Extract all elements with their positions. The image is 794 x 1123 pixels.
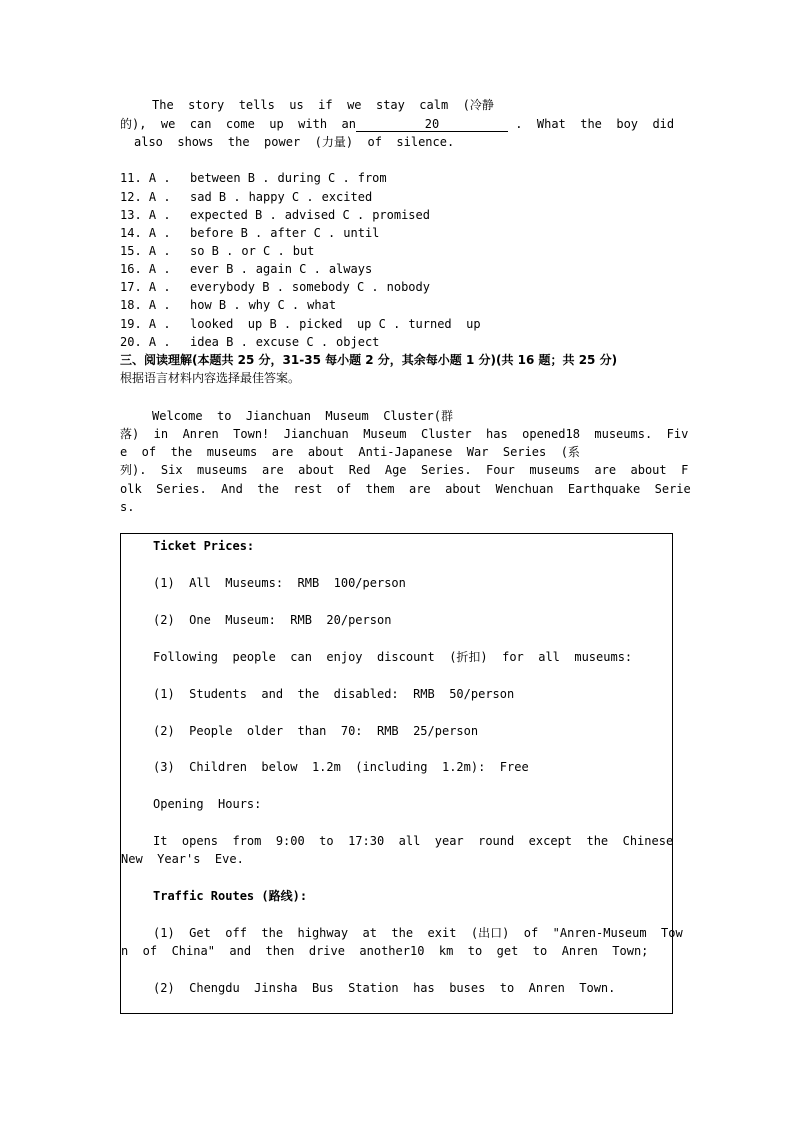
option-b: or C . [241,244,285,258]
option-c: but [292,244,315,258]
option-row [120,280,438,294]
option-a: before B . [190,226,263,240]
opening-hours-title: Opening Hours: [153,797,262,811]
passage-line-1: The story tells us if we stay calm (冷静 [152,98,494,112]
option-a: everybody B . [190,280,284,294]
route-1-line-1: (1) Get off the highway at the exit (出口) of "Anren-Museum Tow [153,926,683,940]
option-number: 11. A . [120,171,171,185]
traffic-routes-title: Traffic Routes (路线): [153,889,308,903]
option-b: advised C . [284,208,365,222]
blank-20: 20 [356,117,508,132]
intro-line-4: 列). Six museums are about Red Age Series. Four museums are about F [120,463,689,477]
option-c: always [328,262,373,276]
option-b: again C . [255,262,321,276]
option-c: promised [372,208,430,222]
option-b: somebody C . [291,280,379,294]
option-a: ever B . [190,262,248,276]
option-b: why C . [248,298,300,312]
option-b: picked up C . [299,317,401,331]
option-number: 14. A . [120,226,171,240]
opening-hours-line-1: It opens from 9:00 to 17:30 all year round except the Chinese [153,834,674,848]
option-a: idea B . [190,335,248,349]
option-number: 15. A . [120,244,171,258]
option-b: during C . [277,171,350,185]
passage-line-3: also shows the power (力量) of silence. [134,135,455,149]
option-c: object [336,335,380,349]
option-c: excited [321,190,373,204]
ticket-prices-title: Ticket Prices: [153,539,255,553]
section-3-heading: 三、阅读理解(本题共 25 分，31-35 每小题 2 分，其余每小题 1 分)(共 16 题；共 25 分) [120,353,618,367]
option-c: nobody [386,280,430,294]
ticket-info-box [120,533,683,1014]
intro-line-5: olk Series. And the rest of them are about Wenchuan Earthquake Serie [120,482,691,496]
option-row [120,244,322,258]
passage-line-2-post: . What the boy did [507,117,675,131]
option-a: looked up B . [190,317,292,331]
option-number: 17. A . [120,280,171,294]
option-a: so B . [190,244,234,258]
option-number: 12. A . [120,190,171,204]
option-number: 18. A . [120,298,171,312]
option-b: after C . [270,226,336,240]
option-row [120,262,380,276]
price-one-museum: (2) One Museum: RMB 20/person [153,613,392,627]
option-b: happy C . [248,190,314,204]
discount-children: (3) Children below 1.2m (including 1.2m): Free [153,760,529,774]
route-1-line-2: n of China" and then drive another10 km to get to Anren Town; [121,944,649,958]
option-c: until [343,226,380,240]
intro-line-6: s. [120,500,135,514]
option-row [120,208,438,222]
option-row [120,317,489,331]
option-row [120,226,387,240]
option-number: 20. A . [120,335,171,349]
option-row [120,171,395,185]
option-row [120,335,387,349]
option-row [120,298,344,312]
intro-line-2: 落) in Anren Town! Jianchuan Museum Cluster has opened18 museums. Fiv [120,427,689,441]
option-c: what [307,298,337,312]
option-c: from [357,171,387,185]
route-2: (2) Chengdu Jinsha Bus Station has buses to Anren Town. [153,981,616,995]
option-c: turned up [408,317,481,331]
option-a: how B . [190,298,241,312]
option-b: excuse C . [255,335,329,349]
option-number: 19. A . [120,317,171,331]
option-a: between B . [190,171,270,185]
option-a: expected B . [190,208,277,222]
discount-students: (1) Students and the disabled: RMB 50/person [153,687,515,701]
opening-hours-line-2: New Year's Eve. [121,852,244,866]
discount-elderly: (2) People older than 70: RMB 25/person [153,724,479,738]
intro-line-3: e of the museums are about Anti-Japanese War Series (系 [120,445,580,459]
discount-intro: Following people can enjoy discount (折扣) for all museums: [153,650,633,664]
option-number: 13. A . [120,208,171,222]
price-all-museums: (1) All Museums: RMB 100/person [153,576,406,590]
intro-line-1: Welcome to Jianchuan Museum Cluster(群 [152,409,453,423]
passage-line-2-pre: 的), we can come up with an [120,117,356,131]
option-number: 16. A . [120,262,171,276]
passage-line-2 [120,117,675,132]
section-3-instruction: 根据语言材料内容选择最佳答案。 [120,371,301,385]
option-row [120,190,380,204]
option-a: sad B . [190,190,241,204]
